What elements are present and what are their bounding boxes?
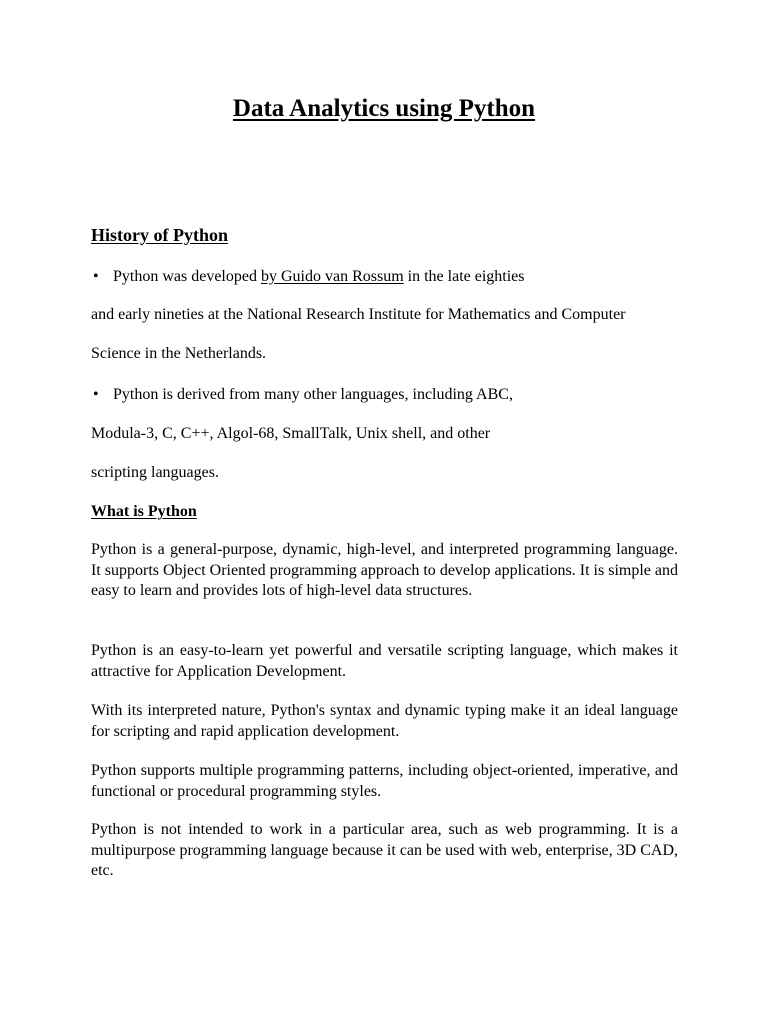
- bullet-2-text: Python is derived from many other languages, including ABC,: [113, 386, 513, 403]
- guido-link-text: by Guido van Rossum: [260, 268, 404, 285]
- what-paragraph-4: Python supports multiple programming patterns, including object-oriented, imperative, and functional or procedural programming styles.: [91, 762, 678, 800]
- bullet-icon: •: [93, 268, 99, 285]
- history-bullet-1-cont-1: and early nineties at the National Research Institute for Mathematics and Computer: [91, 306, 626, 323]
- history-bullet-2: [93, 384, 513, 406]
- history-bullet-1-cont-2: Science in the Netherlands.: [91, 345, 267, 362]
- document-title: Data Analytics using Python: [232, 95, 536, 122]
- what-paragraph-2: Python is an easy-to-learn yet powerful and versatile scripting language, which makes it attractive for Application Development.: [91, 642, 678, 680]
- what-paragraph-5: Python is not intended to work in a particular area, such as web programming. It is a multipurpose programming language because it can be used with web, enterprise, 3D CAD, etc.: [91, 821, 678, 879]
- history-bullet-1: [93, 266, 525, 288]
- history-heading: History of Python: [91, 225, 228, 245]
- bullet-1-text-before: Python was developed: [113, 268, 261, 285]
- what-paragraph-3: With its interpreted nature, Python's syntax and dynamic typing make it an ideal language for scripting and rapid application development.: [91, 702, 678, 740]
- what-paragraph-1: Python is a general-purpose, dynamic, high-level, and interpreted programming language. It supports Object Oriented programming approach to develop applications. It is simple and easy to learn and provides lots of high-level data structures.: [91, 541, 678, 599]
- history-bullet-2-cont-2: scripting languages.: [91, 464, 219, 481]
- history-bullet-2-cont-1: Modula-3, C, C++, Algol-68, SmallTalk, Unix shell, and other: [91, 425, 491, 442]
- bullet-icon: •: [93, 386, 99, 403]
- what-heading: What is Python: [91, 503, 197, 520]
- bullet-1-text-after: in the late eighties: [403, 268, 525, 285]
